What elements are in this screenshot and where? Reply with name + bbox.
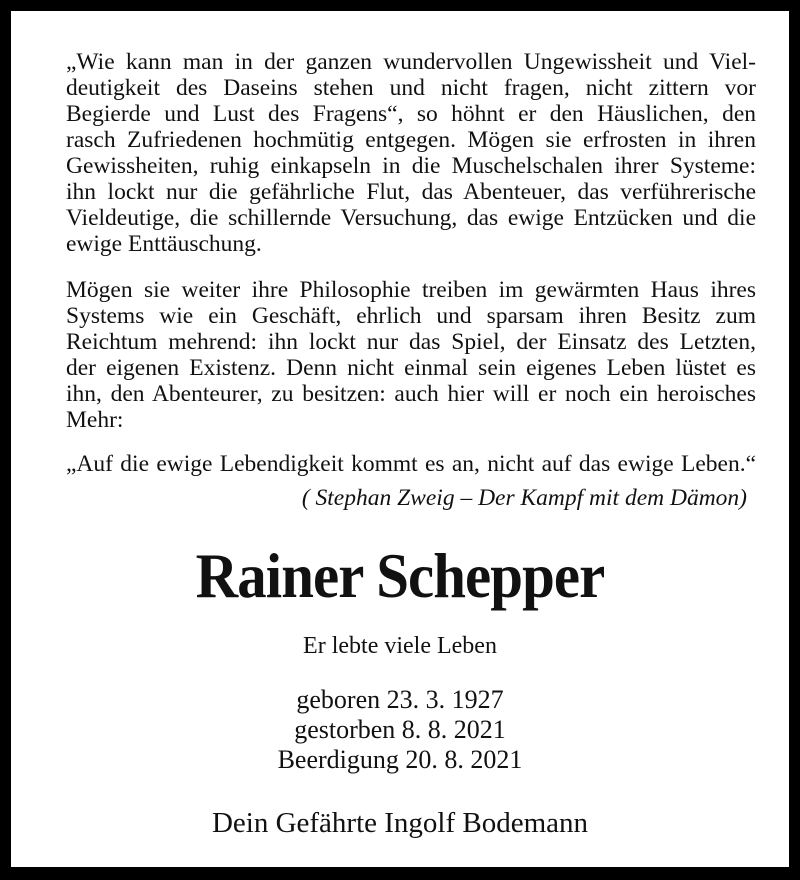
text-line: Mögen sie weiter ihre Philosophie treiben im gewärmten Haus ihres	[66, 277, 756, 303]
death-date: gestorben 8. 8. 2021	[294, 715, 506, 744]
funeral-date: Beerdigung 20. 8. 2021	[277, 745, 523, 774]
text-line: der eigenen Existenz. Denn nicht einmal sein eigenes Leben lüstet es	[66, 355, 756, 381]
signature: Dein Gefährte Ingolf Bodemann	[211, 807, 589, 839]
quote-attribution: ( Stephan Zweig – Der Kampf mit dem Dämon)	[301, 485, 747, 511]
quote-paragraph-2	[66, 277, 756, 433]
obituary-notice	[11, 11, 789, 867]
deceased-name: Rainer Schepper	[195, 540, 605, 611]
quote-paragraph-1	[66, 49, 756, 257]
birth-date: geboren 23. 3. 1927	[296, 685, 504, 714]
text-line: „Wie kann man in der ganzen wundervollen Ungewissheit und Viel-	[66, 49, 756, 75]
text-line: deutigkeit des Daseins stehen und nicht fragen, nicht zittern vor	[66, 75, 756, 101]
text-line: Gewissheiten, ruhig einkapseln in die Muschelschalen ihrer Systeme:	[66, 153, 756, 179]
dates-block	[11, 685, 789, 775]
text-line: Begierde und Lust des Fragens“, so höhnt er den Häuslichen, den	[66, 101, 756, 127]
text-line: ihn lockt nur die gefährliche Flut, das Abenteuer, das verführerische	[66, 179, 756, 205]
text-line: rasch Zufriedenen hochmütig entgegen. Mögen sie erfrosten in ihren	[66, 127, 756, 153]
motto: Er lebte viele Leben	[303, 633, 497, 659]
text-line: Systems wie ein Geschäft, ehrlich und sparsam ihren Besitz zum	[66, 303, 756, 329]
text-line: Reichtum mehrend: ihn lockt nur das Spiel, der Einsatz des Letzten,	[66, 329, 756, 355]
text-line: Vieldeutige, die schillernde Versuchung, das ewige Entzücken und die	[66, 205, 756, 231]
text-line: „Auf die ewige Lebendigkeit kommt es an, nicht auf das ewige Leben.“	[66, 451, 756, 477]
text-line: Mehr:	[66, 407, 124, 433]
text-line: ewige Enttäuschung.	[66, 231, 262, 257]
text-line: ihn, den Abenteurer, zu besitzen: auch hier will er noch ein heroisches	[66, 381, 756, 407]
closing-quote	[66, 451, 756, 477]
